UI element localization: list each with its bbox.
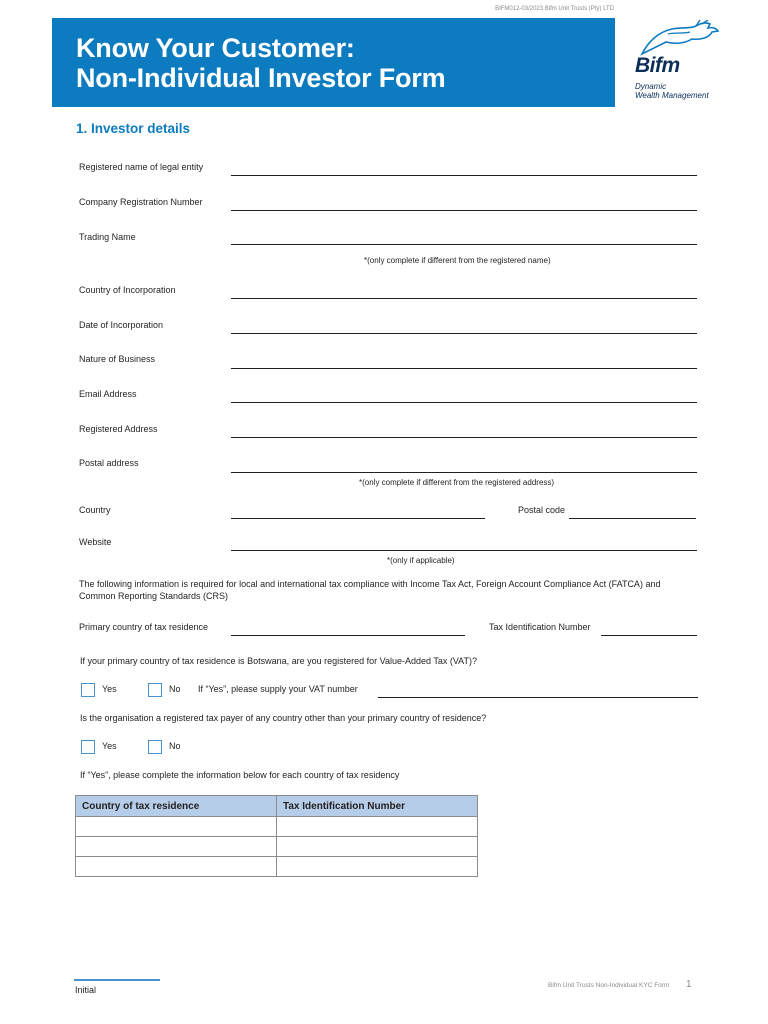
email-field[interactable] <box>231 402 697 403</box>
form-title-line-2: Non-Individual Investor Form <box>76 63 446 93</box>
company-registration-label: Company Registration Number <box>79 197 203 207</box>
tax-compliance-intro: The following information is required for local and international tax compliance with Income Tax Act, Foreign Account Compliance Act (FATCA) and Common Reporting Standards (CRS) <box>79 579 661 601</box>
country-incorporation-field[interactable] <box>231 298 697 299</box>
tin-label: Tax Identification Number <box>489 622 591 632</box>
tin-cell[interactable] <box>277 837 478 857</box>
email-label: Email Address <box>79 389 137 399</box>
vat-no-label: No <box>169 684 181 694</box>
other-country-yes-checkbox[interactable] <box>81 740 95 754</box>
nature-business-field[interactable] <box>231 368 697 369</box>
other-country-no-label: No <box>169 741 181 751</box>
country-cell[interactable] <box>76 817 277 837</box>
nature-business-label: Nature of Business <box>79 354 156 364</box>
page-number: 1 <box>686 979 692 990</box>
vat-no-checkbox[interactable] <box>148 683 162 697</box>
tin-cell[interactable] <box>277 817 478 837</box>
table-row <box>76 817 478 837</box>
vat-number-field[interactable] <box>378 697 698 698</box>
trading-name-note: *(only complete if different from the registered name) <box>364 256 551 265</box>
date-incorporation-field[interactable] <box>231 333 697 334</box>
postal-code-field[interactable] <box>569 518 696 519</box>
primary-tax-country-label: Primary country of tax residence <box>79 622 209 632</box>
vat-yes-label: Yes <box>102 684 117 694</box>
vat-number-label: If “Yes”, please supply your VAT number <box>198 684 358 694</box>
primary-tax-country-field[interactable] <box>231 635 465 636</box>
tax-residency-table <box>75 795 478 877</box>
other-country-no-checkbox[interactable] <box>148 740 162 754</box>
registered-address-field[interactable] <box>231 437 697 438</box>
postal-address-note: *(only complete if different from the registered address) <box>359 478 555 487</box>
section-title: 1. Investor details <box>76 121 191 136</box>
logo-tagline-line-1: Dynamic <box>635 82 667 91</box>
registered-name-label: Registered name of legal entity <box>79 162 204 172</box>
logo-tagline-line-2: Wealth Management <box>635 91 709 100</box>
table-row <box>76 837 478 857</box>
vat-yes-checkbox[interactable] <box>81 683 95 697</box>
initial-signature-line[interactable] <box>74 979 160 981</box>
bifm-bull-icon <box>638 20 724 56</box>
country-cell[interactable] <box>76 837 277 857</box>
website-field[interactable] <box>231 550 697 551</box>
bifm-logo <box>630 20 730 106</box>
country-tax-residence-header: Country of tax residence <box>76 796 277 817</box>
footer-form-name: Bifm Unit Trusts Non-Individual KYC Form <box>548 982 670 989</box>
postal-code-label: Postal code <box>518 505 566 515</box>
website-label: Website <box>79 537 112 547</box>
initial-label: Initial <box>75 985 97 995</box>
title-banner <box>52 18 615 107</box>
tin-cell[interactable] <box>277 857 478 877</box>
form-title-line-1: Know Your Customer: <box>76 33 355 63</box>
postal-address-label: Postal address <box>79 458 139 468</box>
logo-tagline <box>635 82 735 100</box>
tin-header: Tax Identification Number <box>277 796 478 817</box>
trading-name-label: Trading Name <box>79 232 136 242</box>
logo-wordmark: Bifm <box>635 54 680 77</box>
country-field[interactable] <box>231 518 485 519</box>
website-note: *(only if applicable) <box>387 556 455 565</box>
table-header-row <box>76 796 478 817</box>
form-title <box>76 33 445 93</box>
registered-name-field[interactable] <box>231 175 697 176</box>
country-cell[interactable] <box>76 857 277 877</box>
table-row <box>76 857 478 877</box>
trading-name-field[interactable] <box>231 244 697 245</box>
other-country-yes-label: Yes <box>102 741 117 751</box>
vat-question: If your primary country of tax residence is Botswana, are you registered for Value-Added Tax (VAT)? <box>80 656 478 666</box>
date-incorporation-label: Date of Incorporation <box>79 320 164 330</box>
tin-field[interactable] <box>601 635 697 636</box>
company-registration-field[interactable] <box>231 210 697 211</box>
country-label: Country <box>79 505 111 515</box>
postal-address-field[interactable] <box>231 472 697 473</box>
other-country-question: Is the organisation a registered tax payer of any country other than your primary country of residence? <box>80 713 487 723</box>
tax-residency-instruction: If “Yes”, please complete the information below for each country of tax residency <box>80 770 400 780</box>
registered-address-label: Registered Address <box>79 424 158 434</box>
country-incorporation-label: Country of Incorporation <box>79 285 176 295</box>
document-reference: BIFM012-03/2023 Bifm Unit Trusts (Pty) LTD <box>495 6 614 12</box>
